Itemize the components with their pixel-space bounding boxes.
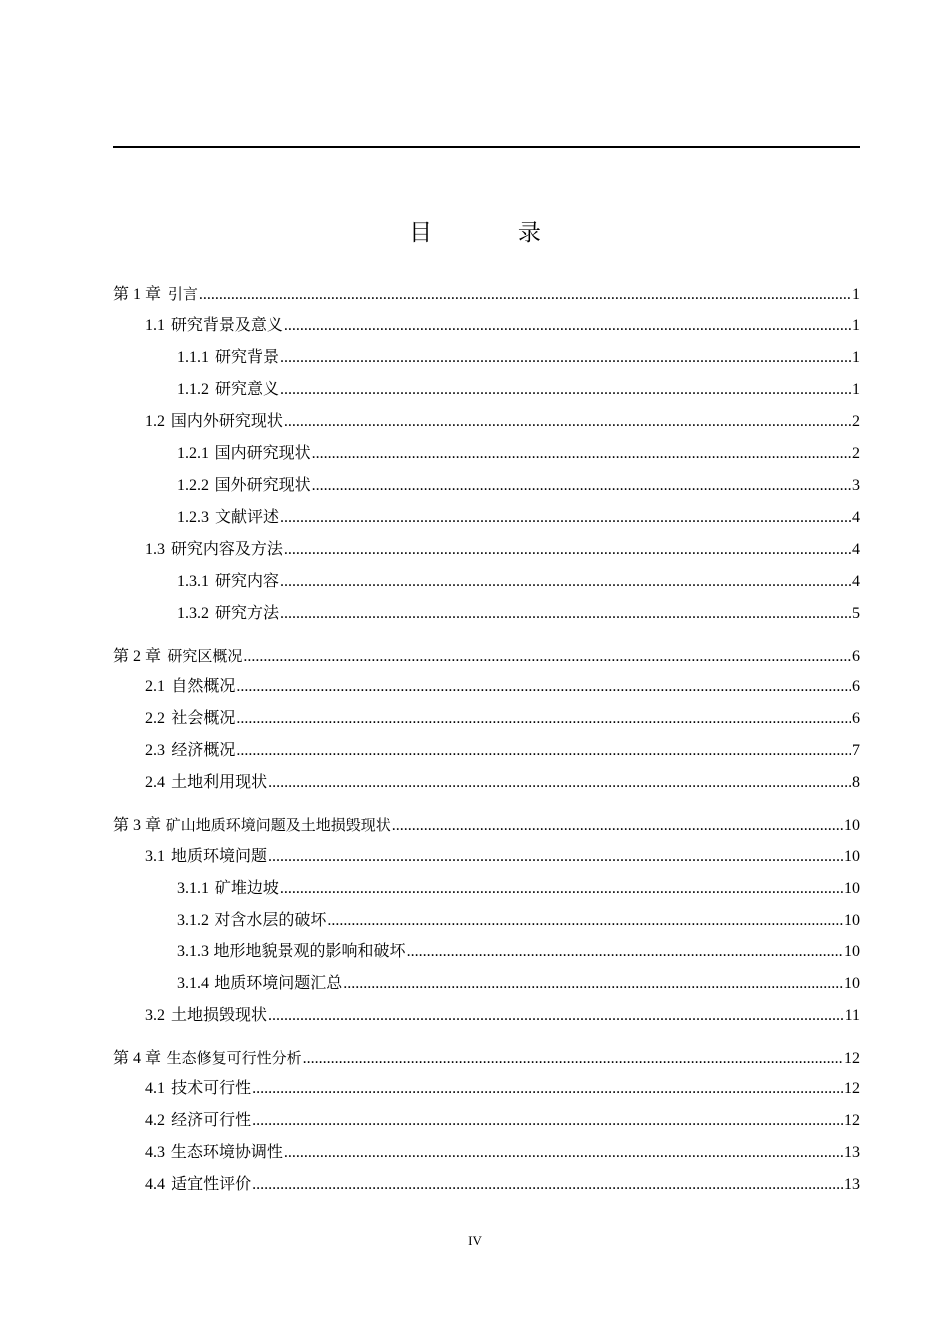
toc-entry-title: 国内外研究现状 <box>170 413 283 430</box>
toc-entry-title: 研究意义 <box>214 381 279 398</box>
toc-entry-number: 3.1 <box>145 848 165 865</box>
toc-entry-page: 13 <box>844 1144 860 1161</box>
toc-entry[interactable] <box>113 973 860 995</box>
dot-leader <box>252 1078 843 1100</box>
toc-entry-page: 1 <box>852 349 860 366</box>
dot-leader <box>280 347 851 369</box>
toc-entry-page: 10 <box>844 848 860 865</box>
dot-leader <box>284 1142 843 1164</box>
toc-entry-number: 1.2.3 <box>177 509 209 526</box>
toc-entry-page: 2 <box>852 413 860 430</box>
toc-entry-number: 1.3.2 <box>177 605 209 622</box>
toc-entry-page: 6 <box>852 648 860 665</box>
toc-entry-title: 研究内容 <box>214 573 279 590</box>
toc-entry[interactable] <box>113 676 860 698</box>
toc-entry-number: 1.1.1 <box>177 349 209 366</box>
toc-entry-number: 1.2.2 <box>177 477 209 494</box>
toc-entry-page: 11 <box>844 1007 860 1024</box>
toc-entry-title: 地质环境问题汇总 <box>214 975 343 992</box>
toc-entry-page: 10 <box>844 817 860 834</box>
toc-entry-page: 4 <box>852 541 860 558</box>
toc-title: 目 录 <box>409 220 581 245</box>
toc-entry-page: 12 <box>844 1112 860 1129</box>
toc-entry-number: 4.1 <box>145 1080 165 1097</box>
toc-entry-title: 土地利用现状 <box>171 774 268 791</box>
toc-entry-page: 1 <box>852 317 860 334</box>
toc-entry-title: 引言 <box>167 285 198 303</box>
toc-entry[interactable] <box>113 1110 860 1132</box>
toc-entry-number: 2.1 <box>145 678 165 695</box>
toc-entry-number: 4.2 <box>145 1112 165 1129</box>
toc-entry[interactable] <box>113 1047 860 1069</box>
toc-entry-page: 12 <box>844 1080 860 1097</box>
toc-entry[interactable] <box>113 315 860 337</box>
toc-entry-number: 4.3 <box>145 1144 165 1161</box>
dot-leader <box>243 646 851 668</box>
toc-entry[interactable] <box>113 379 860 401</box>
dot-leader <box>303 1048 843 1070</box>
toc-entry-title: 研究方法 <box>214 605 279 622</box>
toc-entry-title: 研究背景及意义 <box>170 317 283 334</box>
dot-leader <box>236 740 851 762</box>
toc-entry-title: 矿堆边坡 <box>214 880 279 897</box>
toc-entry[interactable] <box>113 475 860 497</box>
toc-entry-title: 国内研究现状 <box>214 445 311 462</box>
toc-entry[interactable] <box>113 507 860 529</box>
toc-entry-title: 地形地貌景观的影响和破坏 <box>213 943 406 960</box>
dot-leader <box>252 1110 843 1132</box>
toc-entry-number: 1.2 <box>145 413 165 430</box>
toc-entry-number: 1.3.1 <box>177 573 209 590</box>
toc-entry[interactable] <box>113 283 860 305</box>
dot-leader <box>236 676 851 698</box>
toc-entry[interactable] <box>113 708 860 730</box>
toc-entry-page: 6 <box>852 710 860 727</box>
dot-leader <box>280 571 851 593</box>
toc-entry[interactable] <box>113 772 860 794</box>
dot-leader <box>199 284 851 306</box>
toc-entry-page: 3 <box>852 477 860 494</box>
toc-entry[interactable] <box>113 910 860 932</box>
dot-leader <box>268 1005 844 1027</box>
toc-entry-page: 12 <box>844 1050 860 1067</box>
toc-entry-number: 2.4 <box>145 774 165 791</box>
toc-entry-title: 适宜性评价 <box>171 1176 252 1193</box>
dot-leader <box>407 941 843 963</box>
toc-entry[interactable] <box>113 571 860 593</box>
toc-entry-number: 1.1.2 <box>177 381 209 398</box>
toc-entry-title: 地质环境问题 <box>170 848 267 865</box>
toc-entry-title: 生态环境协调性 <box>170 1144 283 1161</box>
toc-entry-title: 自然概况 <box>171 678 236 695</box>
toc-entry[interactable] <box>113 1005 860 1027</box>
toc-entry-number: 第 3 章 <box>113 817 162 834</box>
toc-entry[interactable] <box>113 1142 860 1164</box>
toc-entry-page: 8 <box>852 774 860 791</box>
toc-entry-title: 研究区概况 <box>167 647 243 665</box>
toc-entry-page: 10 <box>844 975 860 992</box>
toc-entry-page: 10 <box>844 912 860 929</box>
toc-entry-page: 13 <box>844 1176 860 1193</box>
dot-leader <box>280 507 851 529</box>
toc-entry-page: 2 <box>852 445 860 462</box>
toc-entry[interactable] <box>113 539 860 561</box>
toc-entry-title: 对含水层的破坏 <box>214 912 327 929</box>
dot-leader <box>268 772 851 794</box>
dot-leader <box>284 539 851 561</box>
toc-entry[interactable] <box>113 740 860 762</box>
dot-leader <box>284 315 851 337</box>
dot-leader <box>327 910 843 932</box>
dot-leader <box>280 603 851 625</box>
toc-entry-page: 10 <box>844 880 860 897</box>
toc-entry-page: 4 <box>852 509 860 526</box>
toc-entry[interactable] <box>113 878 860 900</box>
toc-entry-title: 经济概况 <box>171 742 236 759</box>
dot-leader <box>284 411 851 433</box>
toc-entry[interactable] <box>113 814 860 836</box>
toc-entry-page: 6 <box>852 678 860 695</box>
toc-entry[interactable] <box>113 846 860 868</box>
dot-leader <box>312 443 851 465</box>
toc-entry[interactable] <box>113 603 860 625</box>
toc-entry-number: 1.2.1 <box>177 445 209 462</box>
page-number-footer: IV <box>468 1233 482 1248</box>
toc-entry[interactable] <box>113 443 860 465</box>
toc-entry-page: 1 <box>852 381 860 398</box>
dot-leader <box>312 475 851 497</box>
toc-entry-title: 矿山地质环境问题及土地损毁现状 <box>165 816 391 834</box>
toc-entry-number: 第 4 章 <box>113 1050 162 1067</box>
toc-entry-number: 3.1.2 <box>177 912 209 929</box>
toc-entry-page: 10 <box>844 943 860 960</box>
toc-entry-number: 第 2 章 <box>113 648 162 665</box>
toc-entry-number: 2.3 <box>145 742 165 759</box>
dot-leader <box>252 1174 843 1196</box>
toc-entry-number: 4.4 <box>145 1176 165 1193</box>
dot-leader <box>280 878 843 900</box>
toc-entry-title: 国外研究现状 <box>214 477 311 494</box>
toc-entry-number: 3.1.3 <box>177 943 209 960</box>
toc-entry[interactable] <box>113 941 860 963</box>
toc-entry-page: 7 <box>852 742 860 759</box>
toc-entry-title: 生态修复可行性分析 <box>166 1049 302 1067</box>
toc-entry-title: 文献评述 <box>214 509 279 526</box>
toc-entry[interactable] <box>113 645 860 667</box>
toc-entry-page: 1 <box>852 286 860 303</box>
toc-entry-title: 研究内容及方法 <box>170 541 283 558</box>
dot-leader <box>236 708 851 730</box>
toc-entry-number: 3.1.4 <box>177 975 209 992</box>
toc-entry[interactable] <box>113 347 860 369</box>
toc-entry-title: 研究背景 <box>214 349 279 366</box>
toc-entry-number: 1.1 <box>145 317 165 334</box>
toc-entry-number: 2.2 <box>145 710 165 727</box>
toc-entry[interactable] <box>113 1078 860 1100</box>
toc-entry-title: 社会概况 <box>171 710 236 727</box>
dot-leader <box>343 973 843 995</box>
dot-leader <box>268 846 843 868</box>
dot-leader <box>280 379 851 401</box>
toc-entry-title: 技术可行性 <box>171 1080 252 1097</box>
toc-entry[interactable] <box>113 1174 860 1196</box>
toc-entry-page: 4 <box>852 573 860 590</box>
toc-entry-number: 第 1 章 <box>113 286 162 303</box>
dot-leader <box>392 815 843 837</box>
header-rule <box>113 146 860 148</box>
toc-entry-number: 1.3 <box>145 541 165 558</box>
toc-entry-title: 土地损毁现状 <box>171 1007 268 1024</box>
toc-entry[interactable] <box>113 411 860 433</box>
toc-entry-number: 3.2 <box>145 1007 165 1024</box>
toc-entry-number: 3.1.1 <box>177 880 209 897</box>
toc-entry-page: 5 <box>852 605 860 622</box>
toc-entry-title: 经济可行性 <box>171 1112 252 1129</box>
